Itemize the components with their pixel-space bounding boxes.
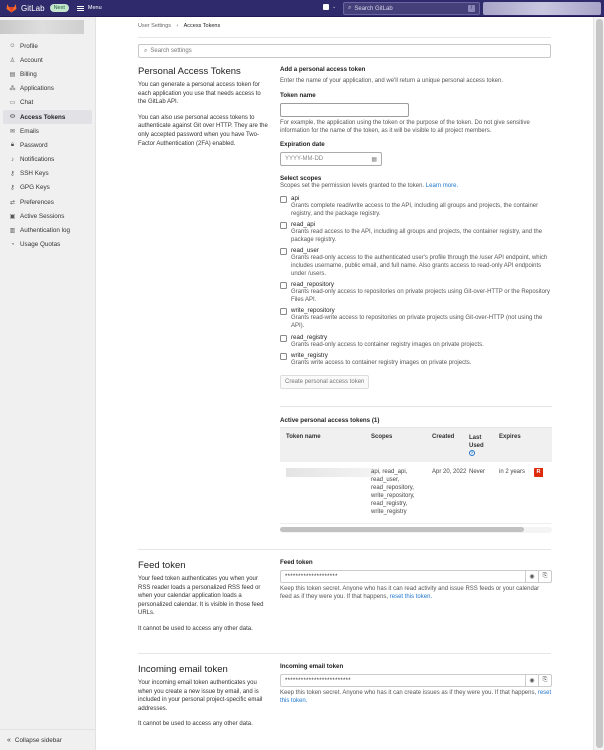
- sidebar-item-notifications[interactable]: [3, 153, 92, 167]
- scope-checkbox[interactable]: [280, 308, 287, 315]
- scope-checkbox[interactable]: [280, 335, 287, 342]
- sidebar-item-access-tokens[interactable]: [3, 110, 92, 124]
- reset-feed-token-link[interactable]: reset this token.: [389, 594, 433, 600]
- gitlab-logo[interactable]: [6, 3, 45, 13]
- plus-square-icon: [323, 4, 329, 10]
- next-badge: Next: [50, 4, 69, 12]
- divider: [138, 37, 551, 38]
- feed-token-label: Feed token: [280, 559, 313, 566]
- scope-read-api: [280, 221, 552, 244]
- scope-read-repository: [280, 281, 552, 304]
- col-action: [534, 434, 552, 462]
- sidebar-item-password[interactable]: [3, 138, 92, 152]
- sidebar-item-applications[interactable]: [3, 82, 92, 96]
- billing-icon: ▤: [9, 71, 16, 78]
- sidebar-item-label: Profile: [20, 42, 38, 50]
- new-dropdown-button[interactable]: [323, 4, 336, 10]
- copy-icon[interactable]: ⎘: [538, 571, 551, 582]
- scope-name: read_api: [291, 221, 316, 229]
- table-horizontal-scrollbar[interactable]: [280, 527, 552, 533]
- incoming-token-value[interactable]: *************************: [285, 677, 351, 684]
- scopes-label: Select scopes: [280, 175, 322, 182]
- divider: [280, 406, 552, 407]
- feed-desc-2: It cannot be used to access any other data.: [138, 625, 253, 632]
- scope-checkbox[interactable]: [280, 196, 287, 203]
- pat-desc-2: You can also use personal access tokens to authenticate against Git over HTTP. They are the only accepted password when you have Two-Factor Authentication (2FA) enabled.: [138, 114, 268, 147]
- sidebar-item-account[interactable]: [3, 53, 92, 67]
- col-scopes: Scopes: [371, 434, 393, 440]
- scope-desc: Grants read-write access to repositories on private projects using Git-over-HTTP (not using the API).: [291, 315, 543, 329]
- hamburger-icon: [77, 6, 84, 11]
- shortcut-badge: /: [468, 5, 475, 12]
- scope-desc: Grants complete read/write access to the API, including all groups and projects, the container registry, and the package registry.: [291, 203, 539, 217]
- active-tokens-section: [280, 406, 552, 516]
- search-icon: ⌕: [144, 47, 148, 54]
- top-navbar: [0, 0, 604, 17]
- scope-checkbox[interactable]: [280, 353, 287, 360]
- chevron-down-icon: ⌄: [332, 4, 337, 10]
- token-name-cell: [280, 468, 371, 523]
- settings-sidebar: [0, 17, 96, 750]
- search-placeholder: Search GitLab: [354, 5, 393, 12]
- active-tokens-title: Active personal access tokens (1): [280, 417, 380, 424]
- quota-icon: ◔: [10, 241, 15, 248]
- scope-name: write_repository: [291, 307, 335, 315]
- incoming-desc-2: It cannot be used to access any other data.: [138, 721, 253, 728]
- incoming-token-form: [280, 663, 552, 705]
- sidebar-item-ssh-keys[interactable]: [3, 167, 92, 181]
- scopes-desc: [280, 182, 552, 190]
- incoming-token-description: [138, 664, 268, 736]
- reset-incoming-token-link[interactable]: reset this token.: [280, 690, 552, 704]
- feed-token-value[interactable]: ********************: [285, 573, 338, 580]
- scopes-desc-text: Scopes set the permission levels granted to the token.: [280, 183, 425, 189]
- global-search-input[interactable]: [343, 2, 480, 15]
- learn-more-link[interactable]: Learn more.: [425, 183, 459, 189]
- sidebar-item-label: Account: [20, 56, 43, 64]
- create-token-button[interactable]: Create personal access token: [280, 375, 369, 389]
- scope-name: read_registry: [291, 333, 328, 341]
- sidebar-item-label: Password: [20, 141, 48, 149]
- eye-icon[interactable]: ◉: [525, 675, 538, 686]
- sidebar-item-active-sessions[interactable]: [3, 209, 92, 223]
- pat-form: [280, 66, 552, 389]
- sidebar-item-label: GPG Keys: [20, 184, 50, 192]
- pat-desc-1: You can generate a personal access token for each application you use that needs access to the GitLab API.: [138, 82, 261, 106]
- divider: [138, 653, 551, 654]
- token-last-used-cell: Never: [469, 469, 486, 475]
- sidebar-item-authentication-log[interactable]: [3, 223, 92, 237]
- profile-icon: ☺: [9, 43, 16, 50]
- settings-search-placeholder: Search settings: [150, 48, 192, 54]
- token-action-cell: [534, 468, 552, 523]
- pat-title: Personal Access Tokens: [138, 66, 241, 77]
- sidebar-item-label: Active Sessions: [20, 212, 65, 220]
- scope-desc: Grants read-only access to the authenticated user's profile through the /user API endpoint, which includes username, public email, and full name. Also grants access to read-only API endpoints under /users.: [291, 255, 548, 277]
- active-tokens-table: [280, 427, 552, 533]
- user-menu[interactable]: [483, 2, 601, 15]
- incoming-help-text: Keep this token secret. Anyone who has it can create issues as if they were you. If that happens,: [280, 690, 537, 696]
- expiration-date-input[interactable]: [280, 152, 382, 166]
- sidebar-user-header[interactable]: [0, 20, 84, 34]
- sidebar-item-label: Usage Quotas: [20, 241, 61, 249]
- search-icon: ⌕: [348, 5, 352, 11]
- feed-desc-1: Your feed token authenticates you when your RSS reader loads a personalized RSS feed or when your calendar application loads a personalized calendar. It is visible in those feed URLs.: [138, 576, 264, 617]
- calendar-icon[interactable]: ▦: [371, 156, 377, 163]
- monitor-icon: ▣: [9, 213, 16, 220]
- copy-icon[interactable]: ⎘: [538, 675, 551, 686]
- scope-name: read_repository: [291, 281, 334, 289]
- breadcrumb: [138, 23, 220, 29]
- sidebar-item-gpg-keys[interactable]: [3, 181, 92, 195]
- feed-token-help: [280, 585, 552, 601]
- scope-write-registry: [280, 352, 552, 368]
- scope-desc: Grants read access to the API, including all groups and projects, the container registry, and the package registry.: [291, 229, 543, 243]
- double-chevron-left-icon: «: [7, 736, 11, 744]
- incoming-token-label: Incoming email token: [280, 663, 344, 670]
- applications-icon: ⁂: [9, 86, 16, 93]
- scope-desc: Grants read-only access to repositories on private projects using Git-over-HTTP or the Repository Files API.: [291, 289, 550, 303]
- token-icon: ⬭: [9, 113, 16, 120]
- tanuki-icon: [6, 3, 17, 13]
- sidebar-item-emails[interactable]: [3, 124, 92, 138]
- sidebar-item-label: Chat: [20, 99, 34, 107]
- scope-checkbox[interactable]: [280, 222, 287, 229]
- sidebar-item-label: Notifications: [20, 156, 55, 164]
- collapse-sidebar-button[interactable]: [0, 729, 96, 750]
- form-title: Add a personal access token: [280, 66, 366, 73]
- token-name-label: Token name: [280, 92, 316, 99]
- sidebar-item-label: Preferences: [20, 198, 54, 206]
- mail-icon: ✉: [9, 128, 16, 135]
- sidebar-item-profile[interactable]: [3, 39, 92, 53]
- incoming-desc-1: Your incoming email token authenticates you when you create a new issue by email, and is included in your personal project-specific email addresses.: [138, 680, 263, 712]
- menu-label: Menu: [87, 5, 102, 11]
- brand-name: GitLab: [21, 3, 45, 13]
- sidebar-item-preferences[interactable]: [3, 195, 92, 209]
- redacted-token-name: [286, 468, 374, 477]
- page-vertical-scrollbar[interactable]: [593, 17, 604, 750]
- settings-search-input[interactable]: [138, 44, 551, 58]
- sidebar-item-chat[interactable]: [3, 96, 92, 110]
- pat-description: [138, 66, 268, 155]
- chat-icon: ▭: [9, 100, 16, 107]
- token-created-cell: Apr 20, 2022: [432, 469, 467, 475]
- col-last-used: [469, 434, 499, 462]
- scope-read-user: [280, 247, 552, 278]
- scope-name: api: [291, 195, 300, 202]
- expiration-label: Expiration date: [280, 141, 325, 148]
- sidebar-item-label: Authentication log: [20, 227, 71, 235]
- breadcrumb-user-settings[interactable]: User Settings: [138, 23, 172, 29]
- scope-name: read_user: [291, 247, 319, 255]
- eye-icon[interactable]: ◉: [525, 571, 538, 582]
- key-icon: ⚷: [10, 171, 15, 178]
- sidebar-item-billing[interactable]: [3, 67, 92, 81]
- scope-desc: Grants read-only access to container registry images on private projects.: [291, 341, 484, 348]
- scope-read-registry: [280, 334, 552, 350]
- scope-checkbox[interactable]: [280, 282, 287, 289]
- feed-token-description: [138, 560, 268, 641]
- breadcrumb-separator: ›: [176, 23, 179, 29]
- token-name-help: For example, the application using the token or the purpose of the token. Do not give sensitive information for the name of the token, as it will be visible to all project members.: [280, 120, 530, 134]
- token-scopes-cell: api, read_api, read_user, read_repository, write_repository, read_registry, write_registry: [371, 469, 415, 516]
- form-desc: Enter the name of your application, and we'll return a unique personal access token.: [280, 78, 503, 84]
- divider: [138, 549, 551, 550]
- main-content: [97, 17, 593, 750]
- scope-list: [280, 195, 552, 368]
- scope-name: write_registry: [291, 352, 328, 360]
- account-icon: ♙: [9, 57, 16, 64]
- feed-token-field: [280, 570, 552, 583]
- col-last-used-label: Last Used: [469, 435, 484, 449]
- scope-checkbox[interactable]: [280, 248, 287, 255]
- token-expires-cell: in 2 years: [499, 469, 526, 475]
- scrollbar-thumb[interactable]: [596, 19, 603, 748]
- sidebar-item-label: Applications: [20, 85, 54, 93]
- incoming-token-help: [280, 689, 552, 705]
- sidebar-nav: [0, 39, 95, 252]
- key-icon: ⚷: [10, 185, 15, 192]
- sidebar-item-label: Access Tokens: [20, 113, 66, 121]
- scope-desc: Grants write access to container registry images on private projects.: [291, 360, 472, 367]
- menu-button[interactable]: [77, 5, 102, 11]
- scope-write-repository: [280, 307, 552, 330]
- scrollbar-thumb[interactable]: [280, 527, 524, 532]
- token-name-input[interactable]: [280, 103, 409, 117]
- feed-token-form: [280, 559, 552, 601]
- incoming-token-title: Incoming email token: [138, 664, 228, 675]
- log-icon: ▥: [9, 228, 16, 235]
- sidebar-item-label: Emails: [20, 127, 39, 135]
- sidebar-item-label: SSH Keys: [20, 170, 49, 178]
- table-header: [280, 427, 552, 462]
- table-row: [280, 462, 552, 524]
- breadcrumb-current[interactable]: Access Tokens: [183, 23, 221, 29]
- col-expires: Expires: [499, 434, 521, 440]
- col-created: Created: [432, 434, 455, 440]
- sidebar-item-label: Billing: [20, 70, 37, 78]
- revoke-button[interactable]: R: [534, 468, 543, 477]
- bell-icon: ♪: [11, 156, 14, 163]
- feed-token-title: Feed token: [138, 560, 186, 571]
- preferences-icon: ⇄: [9, 199, 16, 206]
- incoming-token-field: [280, 674, 552, 687]
- scope-api: [280, 195, 552, 218]
- sidebar-item-usage-quotas[interactable]: [3, 238, 92, 252]
- expiration-placeholder: YYYY-MM-DD: [285, 156, 324, 162]
- feed-help-text: Keep this token secret. Anyone who has it can read activity and issue RSS feeds or your calendar feed as if they were you. If that happens,: [280, 586, 540, 600]
- collapse-label: Collapse sidebar: [14, 736, 62, 744]
- lock-icon: 🔒︎: [10, 141, 15, 148]
- col-token-name: Token name: [286, 434, 321, 440]
- help-icon[interactable]: ?: [470, 450, 474, 455]
